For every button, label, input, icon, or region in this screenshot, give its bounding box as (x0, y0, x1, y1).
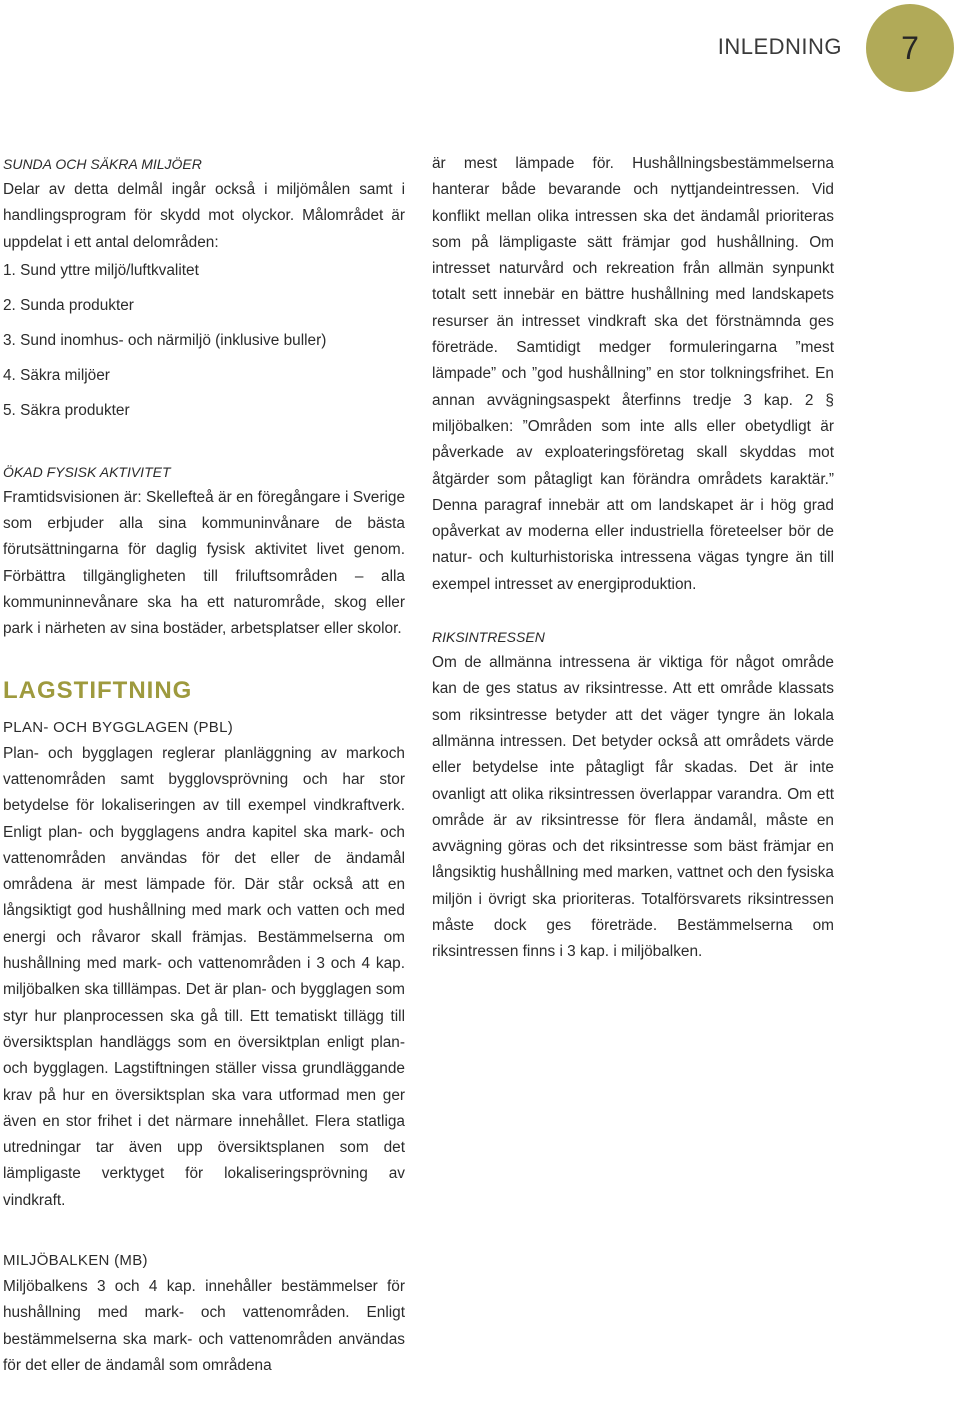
subheading-fysisk-aktivitet: ÖKAD FYSISK AKTIVITET (3, 463, 171, 480)
list-item: 3. Sund inomhus- och närmiljö (inklusive buller) (3, 331, 327, 349)
right-column (432, 151, 834, 966)
list-item: 2. Sunda produkter (3, 296, 134, 314)
paragraph-hushallning: är mest lämpade för. Hushållningsbestämmelserna hanterar både bevarande och nyttjandeintressen. Vid konflikt mellan olika intressen ska det ändamål prioriteras som på lämpligaste sätt främjar god hushållning. Om intresset naturvård och rekreation från allmän synpunkt totalt sett innebär en bättre hushållning med landskapets resurser än intresset vindkraft ska det förstnämnda ges företräde. Samtidigt medger formuleringarna ”mest lämpade” och ”god hushållning” en stor tolkningsfrihet. En annan avvägningsaspekt återfinns tredje 3 kap. 2 § miljöbalken: ”Områden som inte alls eller obetydligt är påverkade av exploateringsföretag skall skyddas mot åtgärder som påtagligt kan förändra områdets karaktär.” Denna paragraf innebär att om landskapet är i hög grad opåverkat av moderna eller industriella företeelser bör de natur- och kulturhistoriska intressena vägas tyngre än till exempel intresset av energiproduktion. (432, 155, 834, 593)
section-heading-lagstiftning: LAGSTIFTNING (3, 676, 193, 704)
left-column (3, 151, 405, 1379)
paragraph-miljobalken: Miljöbalkens 3 och 4 kap. innehåller bestämmelser för hushållning med mark- och vattenområden. Enligt bestämmelserna ska mark- och vattenområden användas för det eller de ändamål som områdena (3, 1278, 405, 1374)
page-number: 7 (901, 29, 919, 66)
list-item: 1. Sund yttre miljö/luftkvalitet (3, 261, 199, 279)
subheading-riksintressen: RIKSINTRESSEN (432, 629, 545, 646)
list-item: 5. Säkra produkter (3, 401, 130, 419)
paragraph-riksintressen: Om de allmänna intressena är viktiga för något område kan de ges status av riksintresse. Att ett område klassats som riksintresse betyder att det väger tyngre än lokala allmänna intressen. Det betyder också att områdets värde eller betydelse inte påtagligt får skadas. Det är inte ovanligt att olika riksintressen överlappar varandra. Om ett område är av riksintresse för flera ändamål, måste en avvägning göras och det riksintresse som bäst främjar en långsiktig hushållning med marken, vattnet och den fysiska miljön i övrigt ska prioriteras. Totalförsvarets riksintressen måste dock ges företräde. Bestämmelserna om riksintressen finns i 3 kap. i miljöbalken. (432, 654, 834, 961)
paragraph-fysisk-aktivitet: Framtidsvisionen är: Skellefteå är en föregångare i Sverige som erbjuder alla sina kommuninvånare de bästa förutsättningarna för daglig fysisk aktivitet livet genom. Förbättra tillgängligheten till friluftsområden – alla kommuninnevånare ska ha ett naturområde, skog eller park i närheten av sina bostäder, arbetsplatser eller skolor. (3, 488, 405, 638)
page-number-badge (866, 4, 954, 92)
paragraph-sunda-intro: Delar av detta delmål ingår också i miljömålen samt i handlingsprogram för skydd mot olyckor. Målområdet är uppdelat i ett antal delområden: (3, 181, 405, 251)
subheading-sunda-miljoer: SUNDA OCH SÄKRA MILJÖER (3, 156, 202, 172)
chapter-title: INLEDNING (717, 34, 842, 59)
subheading-miljobalken: MILJÖBALKEN (MB) (3, 1252, 148, 1270)
paragraph-pbl: Plan- och bygglagen reglerar planläggning av markoch vattenområden samt bygglovsprövning och har stor betydelse för lokaliseringen av till exempel vindkraftverk. Enligt plan- och bygglagens andra kapitel ska mark- och vattenområden användas för det eller de ändamål områdena är mest lämpade för. Där står också att en långsiktigt god hushållning med mark och vatten och med energi och råvaror skall främjas. Bestämmelserna om hushållning med mark- och vattenområden i 3 och 4 kap. miljöbalken ska tilllämpas. Det är plan- och bygglagen som styr hur planprocessen ska gå till. Ett tematiskt tillägg till översiktsplan handläggs som en översiktplan enligt plan- och bygglagen. Lagstiftningen ställer vissa grundläggande krav på hur en översiktsplan ska vara utformad men ger även en stor frihet i det närmare innehållet. Flera statliga utredningar tar även upp översiktsplanen som det lämpligaste verktyget för lokaliseringsprövning av vindkraft. (3, 744, 405, 1209)
list-item: 4. Säkra miljöer (3, 366, 110, 384)
subheading-pbl: PLAN- OCH BYGGLAGEN (PBL) (3, 718, 234, 736)
delomraden-list (3, 258, 405, 433)
